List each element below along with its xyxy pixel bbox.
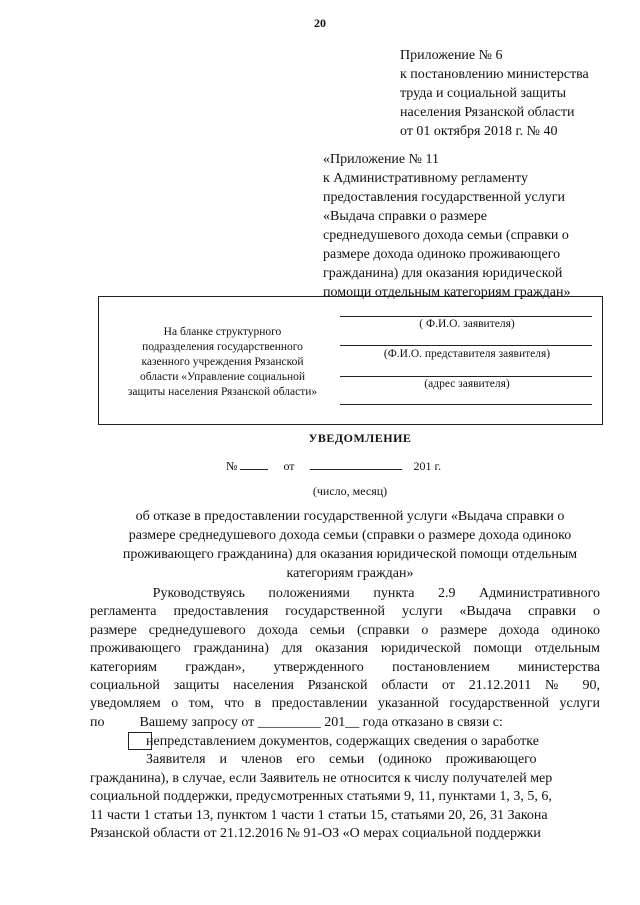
- applicant-name-caption: ( Ф.И.О. заявителя): [419, 318, 515, 330]
- body-line: размере среднедушевого дохода семьи (справки о размере дохода одиноко: [90, 622, 600, 638]
- letterhead-line: На бланке структурного: [163, 326, 282, 338]
- appendix-6-header: [400, 46, 589, 141]
- date-caption: (число, месяц): [312, 484, 388, 498]
- from-label: от: [283, 459, 295, 473]
- reason-line: Заявителя и членов его семьи (одиноко проживающего: [90, 752, 537, 768]
- subject-line: размере среднедушевого дохода семьи (справки о размере дохода одиноко: [128, 528, 572, 543]
- appendix-6-line: труда и социальной защиты: [400, 86, 566, 101]
- reason-line: гражданина), в случае, если Заявитель не относится к числу получателей мер: [90, 770, 553, 786]
- reason-paragraph: [90, 733, 600, 843]
- appendix-11-line: к Административному регламенту: [323, 171, 528, 186]
- number-sign: №: [226, 459, 238, 473]
- letterhead-line: области «Управление социальной: [139, 371, 306, 383]
- notice-title: УВЕДОМЛЕНИЕ: [308, 431, 412, 445]
- appendix-11-line: гражданина) для оказания юридической: [323, 266, 563, 281]
- number-blank: [240, 457, 268, 470]
- body-line: категориям граждан», утвержденного постановлением министерства: [90, 659, 600, 675]
- reason-line: непредставлением документов, содержащих сведения о заработке: [90, 734, 539, 749]
- letterhead-note: [120, 325, 325, 400]
- appendix-11-line: предоставления государственной услуги: [323, 190, 565, 205]
- letterhead-line: казенного учреждения Рязанской: [141, 356, 304, 368]
- representative-name-line: [340, 345, 592, 346]
- address-line: [340, 376, 592, 377]
- subject-line: проживающего гражданина) для оказания юридической помощи отдельным: [122, 547, 578, 562]
- body-line: проживающего гражданина) для оказания юридической помощи отдельным: [90, 641, 600, 657]
- appendix-6-line: к постановлению министерства: [400, 67, 589, 82]
- representative-name-caption: (Ф.И.О. представителя заявителя): [383, 348, 551, 360]
- notice-subject: [100, 507, 600, 583]
- subject-line: категориям граждан»: [286, 566, 414, 581]
- appendix-11-line: помощи отдельным категориям граждан»: [323, 285, 571, 300]
- appendix-6-line: населения Рязанской области: [400, 105, 575, 120]
- address-caption: (адрес заявителя): [424, 378, 510, 390]
- date-blank: [310, 457, 402, 470]
- letterhead-line: защиты населения Рязанской области»: [127, 386, 318, 398]
- reason-line: Рязанской области от 21.12.2016 № 91-ОЗ «О мерах социальной поддержки: [90, 826, 541, 842]
- applicant-name-line: [340, 316, 592, 317]
- body-paragraph: [90, 585, 600, 732]
- reason-line: 11 части 1 статьи 13, пунктом 1 части 1 статьи 15, статьями 20, 26, 31 Закона: [90, 807, 548, 823]
- letterhead-line: подразделения государственного: [142, 341, 303, 353]
- body-line: по Вашему запросу от _________ 201__ года отказано в связи с:: [90, 714, 503, 730]
- notice-number-line: [226, 457, 441, 474]
- reason-line: социальной поддержки, предусмотренных статьями 9, 11, пунктами 1, 3, 5, 6,: [90, 789, 552, 805]
- appendix-11-line: размере дохода одиноко проживающего: [323, 247, 561, 262]
- year-label: 201 г.: [413, 459, 442, 473]
- body-line: уведомляем о том, что в предоставлении указанной государственной услуги: [90, 696, 600, 712]
- body-line: социальной защиты населения Рязанской области от 21.12.2011 № 90,: [90, 678, 600, 694]
- appendix-11-line: «Выдача справки о размере: [323, 209, 487, 224]
- page-number: 20: [314, 16, 326, 30]
- body-line: Руководствуясь положениями пункта 2.9 Административного: [90, 586, 600, 601]
- appendix-11-line: «Приложение № 11: [323, 152, 439, 167]
- address-line-2: [340, 404, 592, 405]
- appendix-6-line: от 01 октября 2018 г. № 40: [400, 124, 558, 139]
- appendix-11-header: [323, 150, 571, 302]
- appendix-11-line: среднедушевого дохода семьи (справки о: [323, 228, 569, 243]
- subject-line: об отказе в предоставлении государственной услуги «Выдача справки о: [135, 509, 565, 524]
- appendix-6-line: Приложение № 6: [400, 48, 503, 63]
- body-line: регламента предоставления государственной услуги «Выдача справки о: [90, 604, 600, 620]
